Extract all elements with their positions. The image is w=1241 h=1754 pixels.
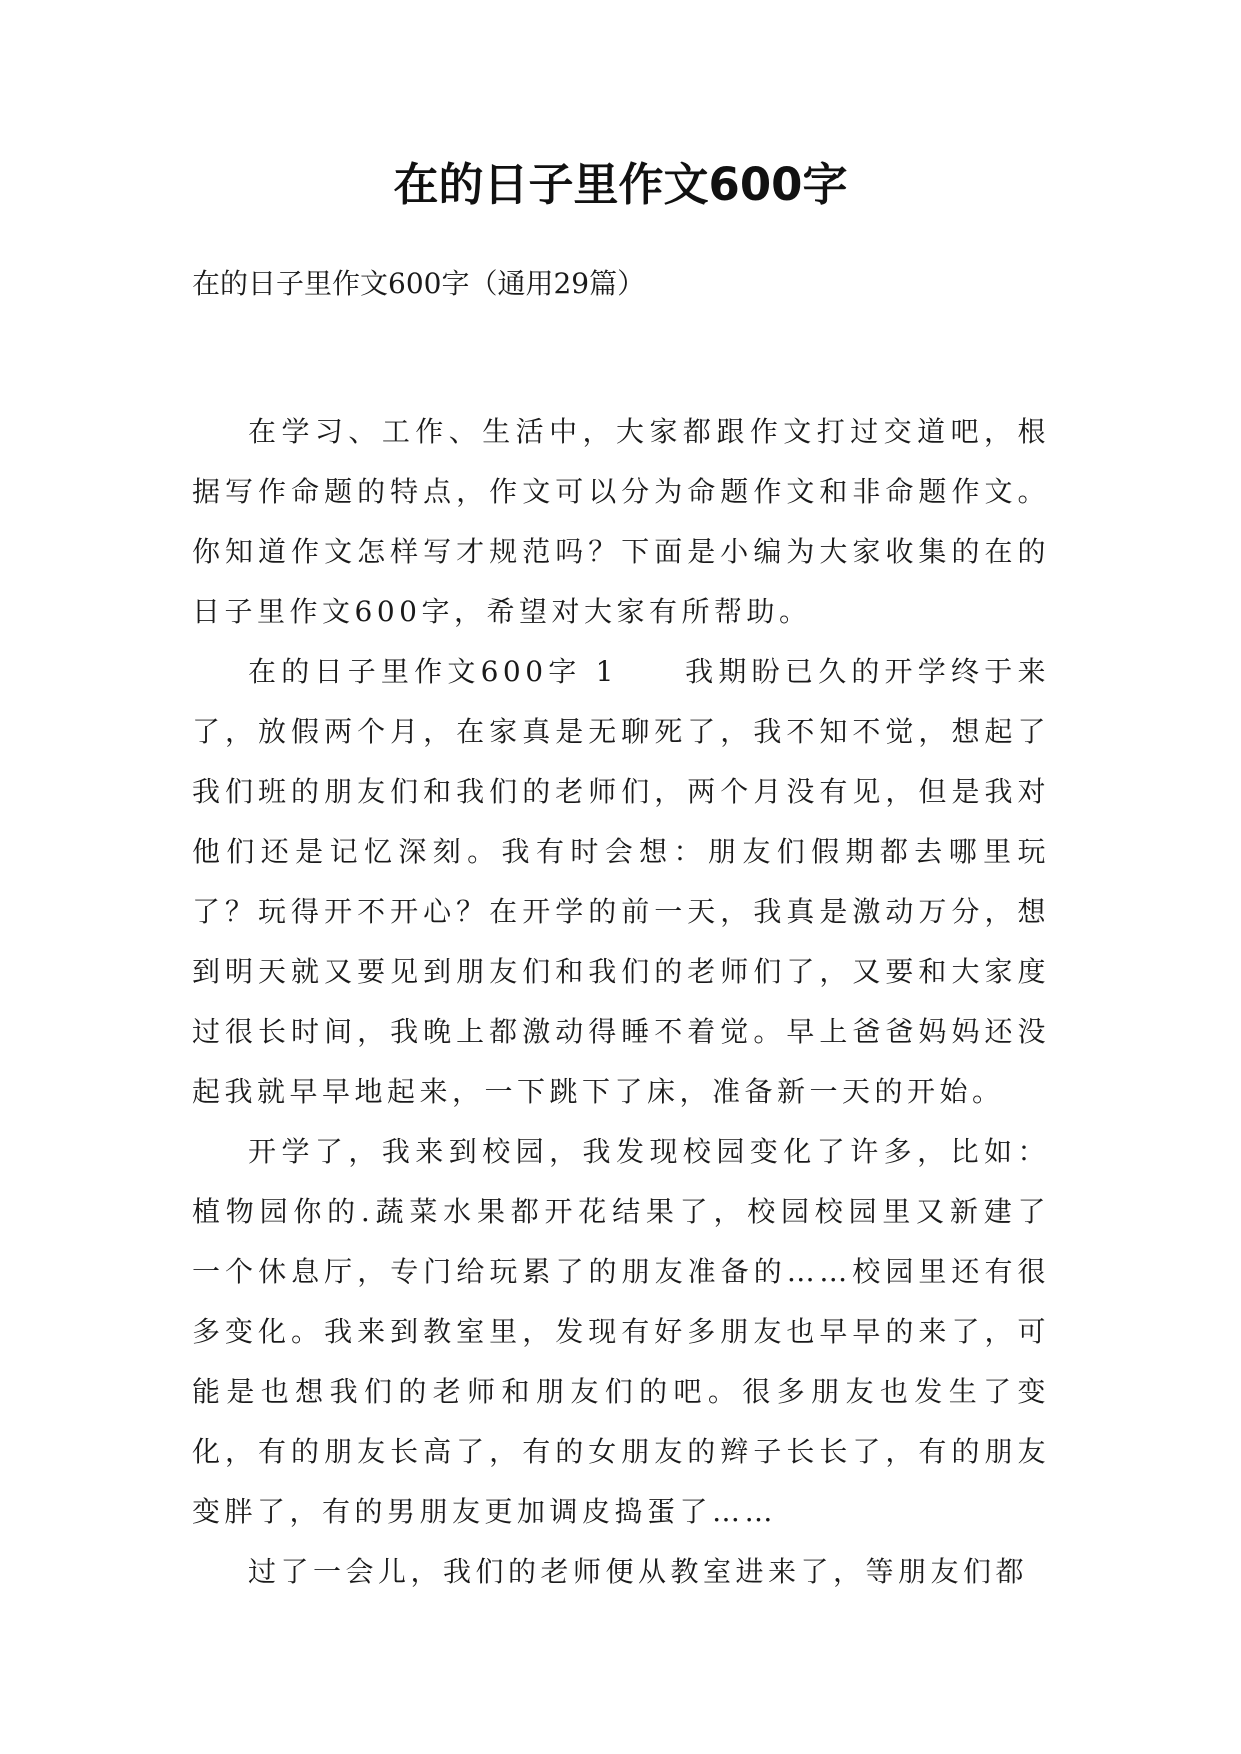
paragraph-essay-1-opening: 在的日子里作文600字 1 我期盼已久的开学终于来了，放假两个月，在家真是无聊死了，我不知不觉，想起了我们班的朋友们和我们的老师们，两个月没有见，但是我对他们还是记忆深刻。我有时会想：朋友们假期都去哪里玩了？玩得开不开心？在开学的前一天，我真是激动万分，想到明天就又要见到朋友们和我们的老师们了，又要和大家度过很长时间，我晚上都激动得睡不着觉。早上爸爸妈妈还没起我就早早地起来，一下跳下了床，准备新一天的开始。 xyxy=(192,655,1050,1108)
paragraph-intro: 在学习、工作、生活中，大家都跟作文打过交道吧，根据写作命题的特点，作文可以分为命题作文和非命题作文。你知道作文怎样写才规范吗？下面是小编为大家收集的在的日子里作文600字，希望对大家有所帮助。 xyxy=(192,415,1050,628)
document-body xyxy=(192,402,1050,1602)
document-subtitle: 在的日子里作文600字（通用29篇） xyxy=(192,267,646,300)
paragraph-teacher-arrives: 过了一会儿，我们的老师便从教室进来了，等朋友们都 xyxy=(248,1555,1029,1588)
document-title: 在的日子里作文600字 xyxy=(393,158,848,211)
paragraph-campus-changes: 开学了，我来到校园，我发现校园变化了许多，比如：植物园你的.蔬菜水果都开花结果了，校园校园里又新建了一个休息厅，专门给玩累了的朋友准备的……校园里还有很多变化。我来到教室里，发现有好多朋友也早早的来了，可能是也想我们的老师和朋友们的吧。很多朋友也发生了变化，有的朋友长高了，有的女朋友的辫子长长了，有的朋友变胖了，有的男朋友更加调皮捣蛋了…… xyxy=(192,1135,1050,1528)
